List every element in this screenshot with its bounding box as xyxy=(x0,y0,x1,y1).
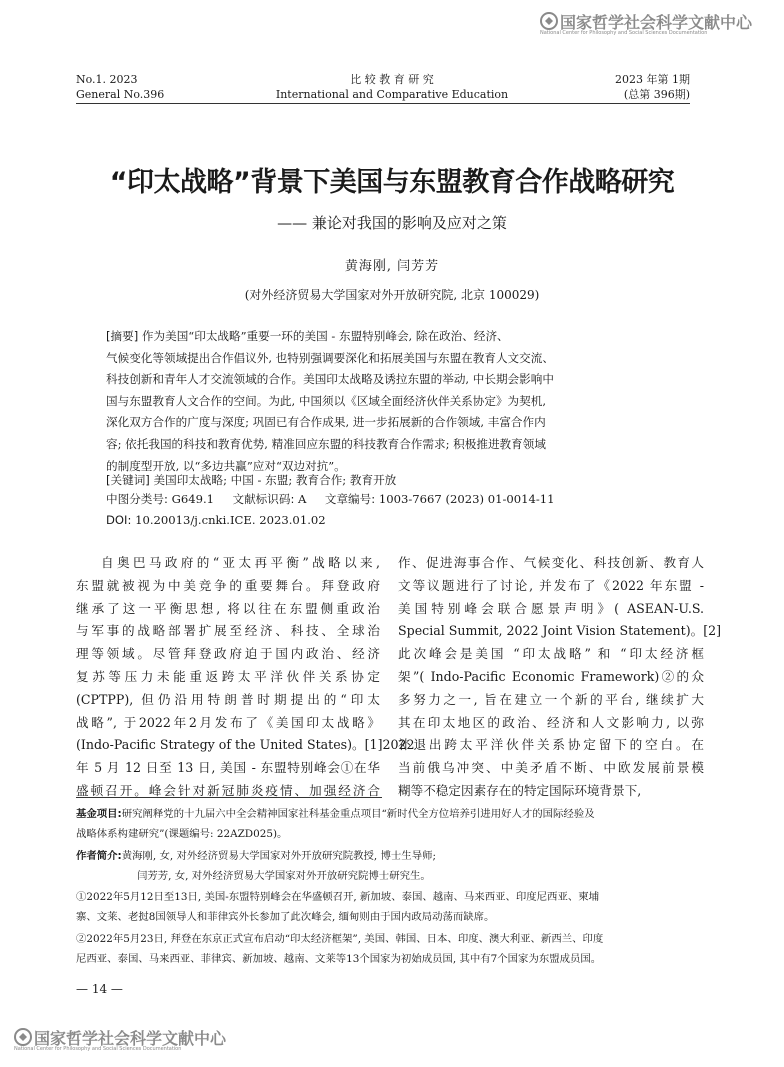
doc-code-label: 文献标识码: xyxy=(232,492,295,506)
author-text: 黄海刚, 女, 对外经济贸易大学国家对外开放研究院教授, 博士生导师; xyxy=(121,850,436,862)
body-line: 美国特别峰会联合愿景声明》( ASEAN-U.S. xyxy=(398,600,704,616)
issue-number-en: No.1. 2023 xyxy=(76,73,138,86)
general-number: General No.396 xyxy=(76,88,165,101)
abstract-label: [摘要] xyxy=(106,329,139,343)
body-line: 当前俄乌冲突、中美矛盾不断、中欧发展前景模 xyxy=(398,760,704,776)
total-issue: (总第 396期) xyxy=(623,88,690,101)
issue-number-cn: 2023 年第 1期 xyxy=(615,73,690,86)
page-number: — 14 — xyxy=(76,982,123,996)
ncpssd-logo-icon xyxy=(540,12,558,30)
footnote-text: 尼西亚、泰国、马来西亚、菲律宾、新加坡、越南、文莱等13个国家为初始成员国, 其中有7个国家为东盟成员国。 xyxy=(76,953,602,966)
journal-name-cn: 比 较 教 育 研 究 xyxy=(350,73,434,86)
body-line: 作、促进海事合作、气候变化、科技创新、教育人 xyxy=(398,555,704,570)
footnote-text: ②2022年5月23日, 拜登在东京正式宣布启动“印太经济框架”, 美国、韩国、日本、印度、澳大利亚、新西兰、印度 xyxy=(76,933,604,945)
body-line: 继承了这一平衡思想, 将以往在东盟侧重政治 xyxy=(76,600,380,616)
watermark-subtitle: National Center for Philosophy and Social Sciences Documentation xyxy=(540,30,708,36)
fund-text: 战略体系构建研究”(课题编号: 22AZD025)。 xyxy=(76,828,288,841)
footnote-text: 寨、文莱、老挝8国领导人和菲律宾外长参加了此次峰会, 缅甸则由于国内政局动荡而缺席。 xyxy=(76,911,495,924)
abstract-line: 容; 依托我国的科技和教育优势, 精准回应东盟的科技教育合作需求; 积极推进教育领域 xyxy=(106,436,546,451)
watermark-subtitle: National Center for Philosophy and Social Sciences Documentation xyxy=(14,1046,182,1052)
header-rule xyxy=(76,103,690,104)
watermark-top xyxy=(540,10,780,40)
fund-label: 基金项目: xyxy=(76,808,122,820)
body-line: Special Summit, 2022 Joint Vision Statement)。[2] xyxy=(398,623,722,639)
doi-value: 10.20013/j.cnki.ICE. 2023.01.02 xyxy=(135,513,326,527)
body-line: (CPTPP), 但仍沿用特朗普时期提出的“印太 xyxy=(76,691,380,707)
abstract-line: 深化双方合作的广度与深度; 巩固已有合作成果, 进一步拓展新的合作领域, 丰富合作内 xyxy=(106,415,546,430)
body-line: (Indo-Pacific Strategy of the United States)。[1]2022 xyxy=(76,737,415,753)
body-column-left xyxy=(76,552,415,803)
watermark-title: 国家哲学社会科学文献中心 xyxy=(34,1029,227,1048)
keywords-text: 美国印太战略; 中国 - 东盟; 教育合作; 教育开放 xyxy=(153,473,397,487)
body-line: 年 5 月 12 日至 13 日, 美国 - 东盟特别峰会①在华 xyxy=(76,760,380,776)
author-note xyxy=(76,846,696,887)
article-title: “印太战略”背景下美国与东盟教育合作战略研究 xyxy=(109,167,675,198)
article-subtitle: —— 兼论对我国的影响及应对之策 xyxy=(277,214,507,232)
body-line: 文等议题进行了讨论, 并发布了《2022 年东盟 - xyxy=(398,577,704,593)
footnote-rule xyxy=(76,797,382,798)
article-number-value: 1003-7667 (2023) 01-0014-11 xyxy=(378,492,555,506)
abstract-line: 国与东盟教育人文合作的空间。为此, 中国须以《区域全面经济伙伴关系协定》为契机, xyxy=(106,393,547,408)
watermark-title: 国家哲学社会科学文献中心 xyxy=(560,13,753,32)
body-line: 多努力之一, 旨在建立一个新的平台, 继续扩大 xyxy=(398,691,704,707)
article-number-label: 文章编号: xyxy=(324,492,376,506)
body-line: 东盟就被视为中美竞争的重要舞台。拜登政府 xyxy=(76,577,380,593)
classification xyxy=(106,491,555,507)
fund-note xyxy=(76,804,696,845)
author-text: 闫芳芳, 女, 对外经济贸易大学国家对外开放研究院博士研究生。 xyxy=(137,870,431,883)
article-affiliation: (对外经济贸易大学国家对外开放研究院, 北京 100029) xyxy=(244,288,540,302)
abstract-line: 的制度型开放, 以“多边共赢”应对“双边对抗”。 xyxy=(106,458,346,473)
body-column-right xyxy=(398,552,722,803)
doi-label: DOI: xyxy=(106,513,132,527)
body-line: 此次峰会是美国 “印太战略” 和 “印太经济框 xyxy=(398,646,704,662)
body-line: 自奥巴马政府的“亚太再平衡”战略以来, xyxy=(101,555,380,570)
abstract xyxy=(106,326,662,477)
doc-code-value: A xyxy=(298,492,307,506)
keywords xyxy=(106,470,666,492)
keywords-label: [关键词] xyxy=(106,473,150,487)
journal-name-en: International and Comparative Education xyxy=(275,88,509,101)
body-line: 理等领域。尽管拜登政府迫于国内政治、经济 xyxy=(76,646,380,662)
ncpssd-logo-icon xyxy=(14,1028,32,1046)
footnote-2 xyxy=(76,929,696,970)
body-line: 糊等不稳定因素存在的特定国际环境背景下, xyxy=(398,782,642,798)
body-line: 与军事的战略部署扩展至经济、科技、全球治 xyxy=(76,623,380,639)
article-authors: 黄海刚, 闫芳芳 xyxy=(344,259,440,274)
abstract-line: 气候变化等领域提出合作倡议外, 也特别强调要深化和拓展美国与东盟在教育人文交流、 xyxy=(106,350,554,365)
footnote-1 xyxy=(76,887,696,928)
body-line: 其在印太地区的政治、经济和人文影响力, 以弥 xyxy=(398,714,704,730)
author-label: 作者简介: xyxy=(76,850,122,862)
body-line: 架”( Indo-Pacific Economic Framework)②的众 xyxy=(398,668,704,684)
clc-label: 中图分类号: xyxy=(106,492,168,506)
watermark-bottom xyxy=(14,1026,254,1056)
body-line: 战略”, 于2022年2月发布了《美国印太战略》 xyxy=(76,714,380,730)
doi xyxy=(106,513,326,527)
body-line: 盛顿召开。峰会针对新冠肺炎疫情、加强经济合 xyxy=(76,782,380,798)
abstract-line: 科技创新和青年人才交流领域的合作。美国印太战略及诱拉东盟的举动, 中长期会影响中 xyxy=(106,372,554,387)
header-issue-cn xyxy=(615,72,690,102)
fund-text: 研究阐释党的十九届六中全会精神国家社科基金重点项目“新时代全方位培养引进用好人才的国际经验及 xyxy=(121,808,595,820)
footnote-text: ①2022年5月12日至13日, 美国-东盟特别峰会在华盛顿召开, 新加坡、泰国、越南、马来西亚、印度尼西亚、柬埔 xyxy=(76,891,600,903)
abstract-line: [摘要] 作为美国“印太战略”重要一环的美国 - 东盟特别峰会, 除在政治、经济、 xyxy=(106,329,509,343)
body-line: 复苏等压力未能重返跨太平洋伙伴关系协定 xyxy=(76,668,380,684)
clc-value: G649.1 xyxy=(171,492,215,506)
body-line: 补退出跨太平洋伙伴关系协定留下的空白。在 xyxy=(398,737,704,753)
